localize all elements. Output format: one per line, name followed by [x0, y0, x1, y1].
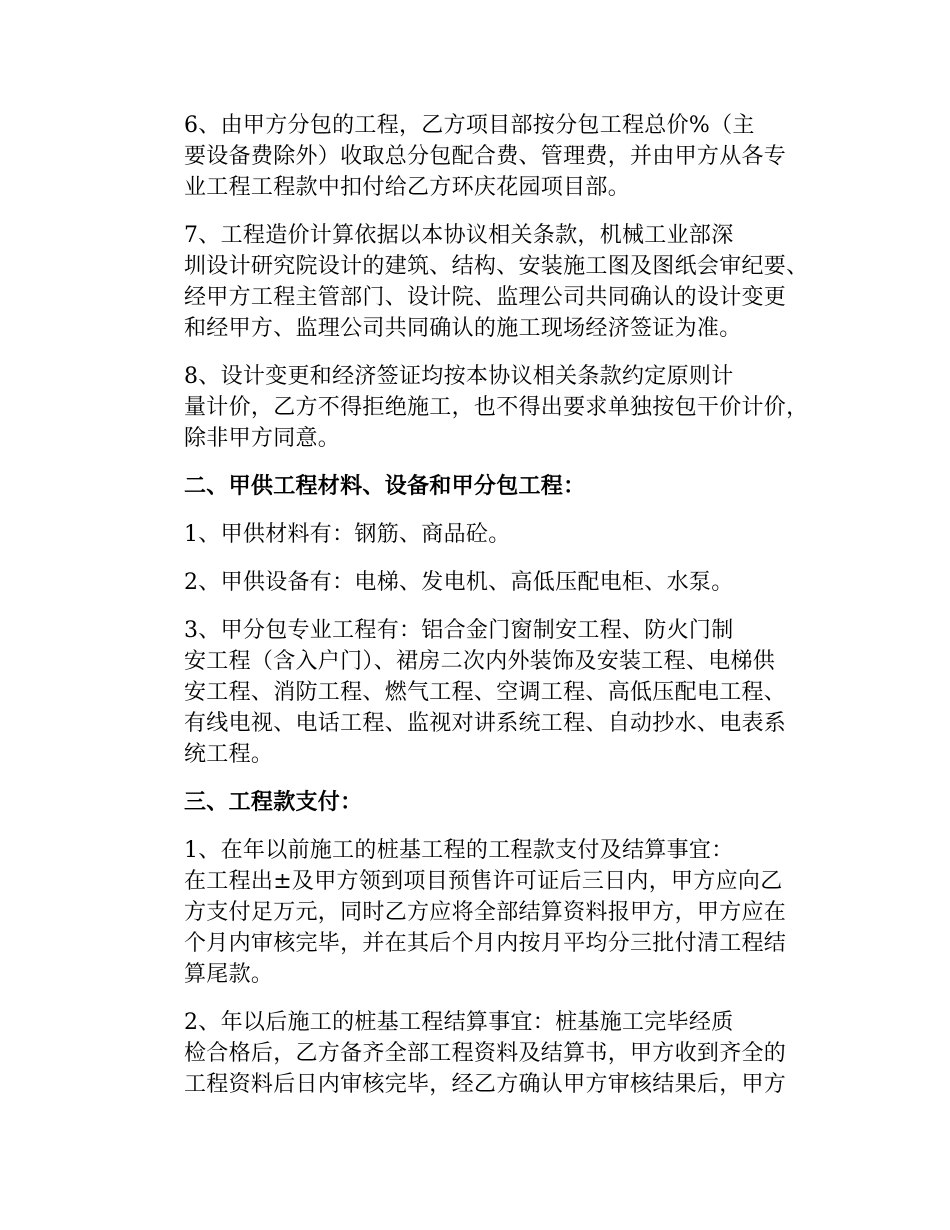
text-line: 安工程（含入户门）、裙房二次内外装饰及安装工程、电梯供	[184, 649, 776, 674]
text-line: 安工程、消防工程、燃气工程、空调工程、高低压配电工程、	[184, 680, 787, 705]
text-line: 除非甲方同意。	[184, 426, 341, 451]
text-line: 圳设计研究院设计的建筑、结构、安装施工图及图纸会审纪要、	[184, 254, 809, 279]
document-body	[140, 110, 815, 1117]
text-line: 6、由甲方分包的工程，乙方项目部按分包工程总价%（主	[184, 113, 755, 138]
section-3-heading: 三、工程款支付：	[184, 789, 363, 815]
text-line: 要设备费除外）收取总分包配合费、管理费，并由甲方从各专	[184, 144, 787, 169]
section-2-item-1: 1、甲供材料有：钢筋、商品砼。	[184, 522, 511, 547]
text-line: 8、设计变更和经济签证均按本协议相关条款约定原则计	[184, 364, 734, 389]
clause-6-paragraph	[140, 110, 815, 203]
text-line: 经甲方工程主管部门、设计院、监理公司共同确认的设计变更	[184, 285, 787, 310]
text-line: 1、在年以前施工的桩基工程的工程款支付及结算事宜：	[184, 838, 734, 863]
text-line: 统工程。	[184, 742, 274, 767]
text-line: 有线电视、电话工程、监视对讲系统工程、自动抄水、电表系	[184, 711, 787, 736]
section-3-item-2	[140, 1007, 815, 1100]
text-line: 3、甲分包专业工程有：铝合金门窗制安工程、防火门制	[184, 618, 734, 643]
text-line: 在工程出±及甲方领到项目预售许可证后三日内，甲方应向乙	[184, 869, 783, 894]
section-2-item-3	[140, 615, 815, 770]
section-2-heading: 二、甲供工程材料、设备和甲分包工程：	[184, 473, 586, 499]
text-line: 检合格后，乙方备齐全部工程资料及结算书，甲方收到齐全的	[184, 1041, 787, 1066]
text-line: 方支付足万元，同时乙方应将全部结算资料报甲方，甲方应在	[184, 900, 787, 925]
clause-7-paragraph	[140, 220, 815, 344]
section-3-item-1	[140, 835, 815, 990]
text-line: 算尾款。	[184, 962, 274, 987]
text-line: 和经甲方、监理公司共同确认的施工现场经济签证为准。	[184, 316, 742, 341]
text-line: 业工程工程款中扣付给乙方环庆花园项目部。	[184, 175, 631, 200]
text-line: 个月内审核完毕，并在其后个月内按月平均分三批付清工程结	[184, 931, 787, 956]
text-line: 量计价，乙方不得拒绝施工，也不得出要求单独按包干价计价，	[184, 395, 809, 420]
text-line: 2、年以后施工的桩基工程结算事宜：桩基施工完毕经质	[184, 1010, 734, 1035]
clause-8-paragraph	[140, 361, 815, 454]
text-line: 7、工程造价计算依据以本协议相关条款，机械工业部深	[184, 223, 734, 248]
section-2-item-2: 2、甲供设备有：电梯、发电机、高低压配电柜、水泵。	[184, 570, 734, 595]
text-line: 工程资料后日内审核完毕，经乙方确认甲方审核结果后，甲方	[184, 1072, 787, 1097]
